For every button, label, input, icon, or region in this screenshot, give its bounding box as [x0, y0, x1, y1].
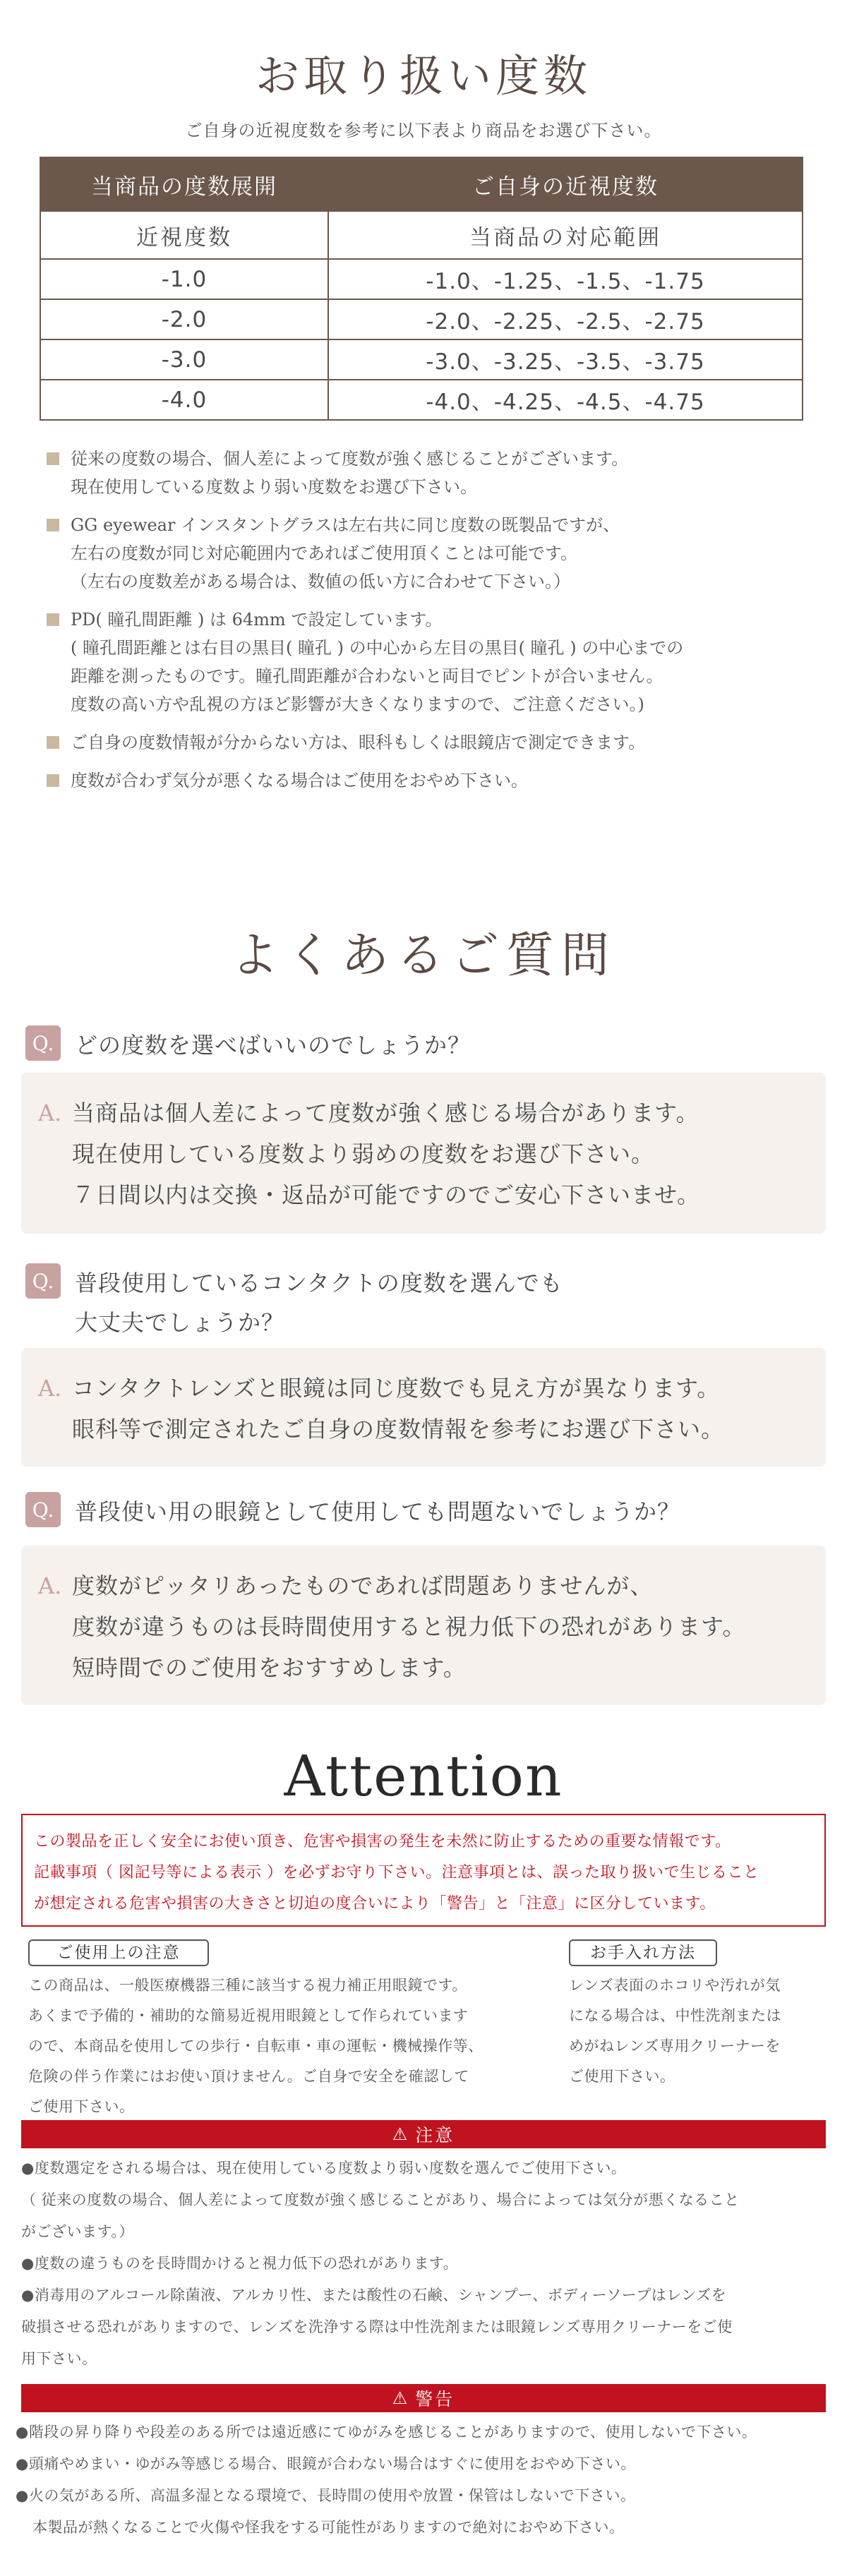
table-cell-power: -1.0	[40, 259, 328, 299]
usage-caution-text	[28, 1970, 551, 2122]
table-subheader-left: 近視度数	[40, 211, 328, 259]
note-line: ( 瞳孔間距離とは右目の黒目( 瞳孔 ) の中心から左目の黒目( 瞳孔 ) の中心までの	[71, 638, 684, 658]
table-header-left: 当商品の度数展開	[40, 157, 328, 211]
faq-title: よくあるご質問	[230, 928, 616, 984]
warning-line: ●火の気がある所、高温多湿となる環境で、長時間の使用や放置・保管はしないで下さい。	[16, 2487, 636, 2504]
square-bullet-icon	[47, 736, 59, 749]
answer-line: 当商品は個人差によって度数が強く感じる場合があります。	[72, 1100, 699, 1126]
note-line: 度数が合わず気分が悪くなる場合はご使用をおやめ下さい。	[71, 771, 528, 790]
warning-line: 本製品が熱くなることで火傷や怪我をする可能性がありますので絶対におやめ下さい。	[32, 2519, 625, 2536]
caution-line: ●度数選定をされる場合は、現在使用している度数より弱い度数を選んでご使用下さい。	[21, 2160, 627, 2177]
warning-label: 警告	[415, 2389, 455, 2409]
caution-line: 破損させる恐れがありますので、レンズを洗浄する際は中性洗剤または眼鏡レンズ専用クリーナーをご使	[21, 2318, 733, 2335]
warning-line: ●頭痛やめまい・ゆがみ等感じる場合、眼鏡が合わない場合はすぐに使用をおやめ下さい。	[16, 2455, 636, 2472]
warning-list	[16, 2416, 827, 2544]
intro-line: この製品を正しく安全にお使い頂き、危害や損害の発生を未然に防止するための重要な情報です。	[34, 1833, 731, 1850]
table-cell-power: -4.0	[40, 380, 328, 420]
table-row	[40, 380, 803, 420]
table-cell-range: -2.0、-2.25、-2.5、-2.75	[328, 299, 803, 339]
care-line: めがねレンズ専用クリーナーを	[569, 2038, 781, 2054]
care-line: レンズ表面のホコリや汚れが気	[569, 1977, 781, 1994]
answer-line: コンタクトレンズと眼鏡は同じ度数でも見え方が異なります。	[72, 1375, 721, 1402]
warning-header-bar	[21, 2384, 826, 2412]
caution-line: がございます。）	[21, 2223, 134, 2240]
warning-triangle-icon: ⚠	[392, 2388, 410, 2408]
faq-question	[25, 1492, 823, 1531]
caution-line: ●消毒用のアルコール除菌液、アルカリ性、または酸性の石鹸、シャンプー、ボディーソープはレンズを	[21, 2287, 727, 2304]
power-table	[40, 157, 803, 421]
answer-line: ７日間以内は交換・返品が可能ですのでご安心下さいませ。	[72, 1181, 701, 1208]
list-item	[47, 606, 809, 718]
note-line: GG eyewear インスタントグラスは左右共に同じ度数の既製品ですが、	[71, 515, 620, 535]
intro-line: が想定される危害や損害の大きさと切迫の度合いにより「警告」と「注意」に区分しています。	[34, 1895, 716, 1913]
question-line: 普段使い用の眼鏡として使用しても問題ないでしょうか？	[75, 1498, 681, 1525]
note-line: （左右の度数差がある場合は、数値の低い方に合わせて下さい。）	[71, 572, 570, 591]
answer-letter: A.	[38, 1375, 62, 1402]
table-header-right: ご自身の近視度数	[328, 157, 803, 211]
usage-caution-label: ご使用上の注意	[28, 1939, 209, 1966]
page-subtitle: ご自身の近視度数を参考に以下表より商品をお選び下さい。	[185, 121, 662, 140]
answer-line: 度数が違うものは長時間使用すると視力低下の恐れがあります。	[72, 1613, 746, 1640]
care-method-text	[569, 1970, 830, 2092]
answer-line: 眼科等で測定されたご自身の度数情報を参考にお選び下さい。	[72, 1416, 725, 1443]
answer-line: 短時間でのご使用をおすすめします。	[72, 1654, 467, 1681]
answer-line: 度数がピッタリあったものであれば問題ありませんが、	[72, 1572, 654, 1599]
answer-letter: A.	[38, 1100, 62, 1126]
note-line: PD( 瞳孔間距離 ) は 64mm で設定しています。	[71, 610, 443, 630]
faq-answer	[21, 1073, 826, 1234]
table-row	[40, 299, 803, 339]
faq-question	[25, 1025, 823, 1065]
answer-line: 現在使用している度数より弱めの度数をお選び下さい。	[72, 1140, 655, 1167]
question-line: 大丈夫でしょうか？	[75, 1309, 285, 1336]
warning-line: ●階段の昇り降りや段差のある所では遠近感にてゆがみを感じることがありますので、使用しないで下さい。	[16, 2424, 757, 2440]
note-line: 度数の高い方や乱視の方ほど影響が大きくなりますので、ご注意ください。)	[71, 694, 644, 714]
usage-line: 危険の伴う作業にはお使い頂けません。ご自身で安全を確認して	[28, 2068, 469, 2085]
square-bullet-icon	[47, 613, 59, 626]
answer-letter: A.	[38, 1572, 62, 1599]
note-line: ご自身の度数情報が分からない方は、眼科もしくは眼鏡店で測定できます。	[71, 733, 646, 752]
care-method-label: お手入れ方法	[569, 1939, 717, 1966]
caution-line: 用下さい。	[21, 2350, 97, 2367]
square-bullet-icon	[47, 519, 59, 531]
question-badge-icon: Q.	[25, 1025, 61, 1061]
note-line: 距離を測ったものです。瞳孔間距離が合わないと両目でピントが合いません。	[71, 666, 663, 686]
care-line: ご使用下さい。	[569, 2068, 675, 2085]
list-item	[47, 445, 809, 501]
square-bullet-icon	[47, 774, 59, 787]
caution-line: （ 従来の度数の場合、個人差によって度数が強く感じることがあり、場合によっては気分が悪くなること	[21, 2191, 740, 2208]
usage-line: この商品は、一般医療機器三種に該当する視力補正用眼鏡です。	[28, 1977, 467, 1994]
page-title: お取り扱い度数	[255, 50, 591, 102]
caution-header-bar	[21, 2120, 826, 2148]
attention-title: Attention	[284, 1743, 563, 1809]
list-item	[47, 766, 809, 795]
note-line: 従来の度数の場合、個人差によって度数が強く感じることがございます。	[71, 449, 629, 469]
usage-line: ので、本商品を使用しての歩行・自転車・車の運転・機械操作等、	[28, 2038, 483, 2054]
question-badge-icon: Q.	[25, 1492, 61, 1527]
faq-question	[25, 1263, 823, 1342]
note-line: 現在使用している度数より弱い度数をお選び下さい。	[71, 477, 477, 497]
caution-list	[21, 2153, 833, 2375]
table-cell-power: -2.0	[40, 299, 328, 339]
usage-line: ご使用下さい。	[28, 2098, 135, 2115]
list-item	[47, 511, 809, 596]
caution-label: 注意	[415, 2125, 455, 2145]
list-item	[47, 728, 809, 757]
caution-line: ●度数の違うものを長時間かけると視力低下の恐れがあります。	[21, 2255, 459, 2272]
table-cell-range: -3.0、-3.25、-3.5、-3.75	[328, 339, 803, 380]
usage-line: あくまで予備的・補助的な簡易近視用眼鏡として作られています	[28, 2007, 469, 2024]
warning-triangle-icon: ⚠	[392, 2124, 410, 2144]
care-line: になる場合は、中性洗剤または	[569, 2007, 781, 2024]
question-badge-icon: Q.	[25, 1263, 61, 1299]
note-line: 左右の度数が同じ対応範囲内であればご使用頂くことは可能です。	[71, 543, 578, 563]
attention-intro-box	[21, 1814, 826, 1927]
table-row	[40, 339, 803, 380]
faq-answer	[21, 1546, 826, 1705]
question-line: どの度数を選べばいいのでしょうか？	[75, 1032, 471, 1059]
table-subheader-right: 当商品の対応範囲	[328, 211, 803, 259]
table-cell-range: -4.0、-4.25、-4.5、-4.75	[328, 380, 803, 420]
intro-line: 記載事項（ 図記号等による表示 ）を必ずお守り下さい。注意事項とは、誤った取り扱いで生じること	[34, 1864, 759, 1882]
table-row	[40, 259, 803, 299]
faq-answer	[21, 1348, 826, 1467]
notes-list	[47, 445, 809, 805]
square-bullet-icon	[47, 452, 59, 465]
table-cell-range: -1.0、-1.25、-1.5、-1.75	[328, 259, 803, 299]
table-cell-power: -3.0	[40, 339, 328, 380]
question-line: 普段使用しているコンタクトの度数を選んでも	[75, 1270, 563, 1296]
